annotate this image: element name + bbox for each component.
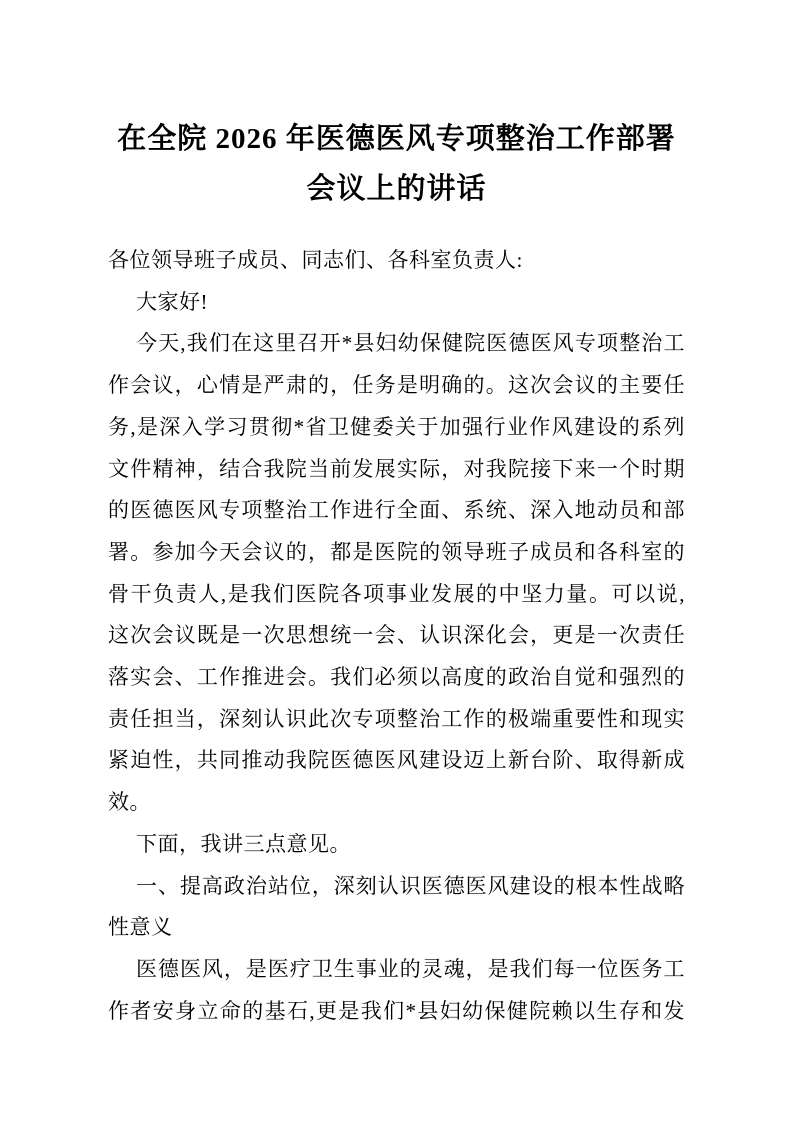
text-line: 务,是深入学习贯彻*省卫健委关于加强行业作风建设的系列 [108,414,685,439]
text-line: 的医德医风专项整治工作进行全面、系统、深入地动员和部 [108,498,685,523]
text-line: 骨干负责人,是我们医院各项事业发展的中坚力量。可以说, [108,581,685,606]
section-heading-line: 一、提高政治站位，深刻认识医德医风建设的根本性战略 [136,873,685,898]
text-line: 这次会议既是一次思想统一会、认识深化会，更是一次责任 [108,623,685,648]
text-line: 医德医风，是医疗卫生事业的灵魂，是我们每一位医务工 [136,956,685,981]
document-body [108,240,685,1032]
salutation-line: 各位领导班子成员、同志们、各科室负责人: [108,248,523,272]
document-title-line-1: 在全院 2026 年医德医风专项整治工作部署 [117,123,676,155]
text-line: 下面，我讲三点意见。 [136,831,351,856]
text-line: 效。 [108,790,151,815]
text-line: 文件精神，结合我院当前发展实际，对我院接下来一个时期 [108,456,685,481]
text-line: 作会议，心情是严肃的，任务是明确的。这次会议的主要任 [108,373,685,398]
section-heading-line: 性意义 [108,915,173,940]
text-line: 署。参加今天会议的，都是医院的领导班子成员和各科室的 [108,539,685,564]
text-line: 落实会、工作推进会。我们必须以高度的政治自觉和强烈的 [108,665,685,690]
text-line: 紧迫性，共同推动我院医德医风建设迈上新台阶、取得新成 [108,748,685,773]
text-line: 今天,我们在这里召开*县妇幼保健院医德医风专项整治工 [136,331,685,356]
text-line: 作者安身立命的基石,更是我们*县妇幼保健院赖以生存和发 [108,998,685,1023]
document-title [60,114,733,214]
text-line: 大家好! [136,289,208,314]
text-line: 责任担当，深刻认识此次专项整治工作的极端重要性和现实 [108,706,685,731]
document-title-line-2: 会议上的讲话 [306,173,487,205]
